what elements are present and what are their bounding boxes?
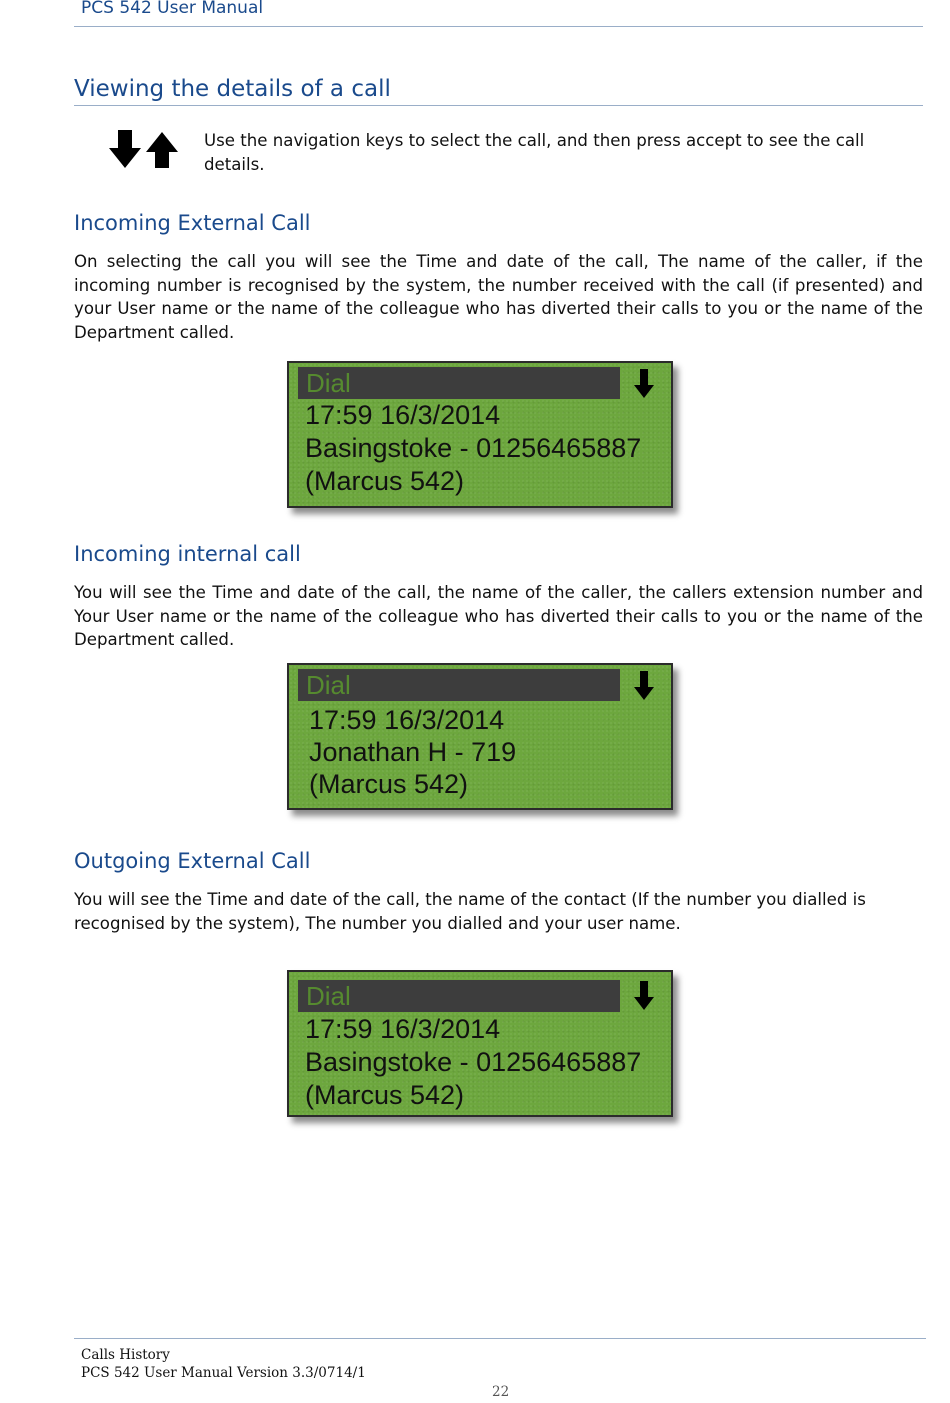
down-arrow-icon — [633, 981, 655, 1011]
display-user: (Marcus 542) — [309, 769, 469, 799]
display-menu-bar — [298, 980, 620, 1012]
down-up-arrows-icon — [108, 130, 182, 170]
display-menu-label: Dial — [306, 981, 351, 1011]
display-menu-label: Dial — [306, 368, 351, 398]
nav-instruction: Use the navigation keys to select the call, and then press accept to see the call details. — [204, 131, 865, 174]
display-datetime: 17:59 16/3/2014 — [309, 705, 505, 735]
phone-display-incoming-external — [287, 361, 673, 508]
footer-rule — [74, 1338, 926, 1339]
footer-version: PCS 542 User Manual Version 3.3/0714/1 — [81, 1365, 366, 1381]
display-datetime: 17:59 16/3/2014 — [305, 1014, 501, 1044]
footer-chapter: Calls History — [81, 1347, 170, 1363]
paragraph-outgoing-external: You will see the Time and date of the call, the name of the contact (If the number you dialled is recognised by the system), The number you dialled and your user name. — [74, 890, 866, 933]
heading-outgoing-external: Outgoing External Call — [74, 849, 311, 873]
display-menu-label: Dial — [306, 670, 351, 700]
down-arrow-icon — [633, 369, 655, 399]
display-caller: Basingstoke - 01256465887 — [305, 1047, 642, 1077]
display-caller: Basingstoke - 01256465887 — [305, 433, 642, 463]
display-user: (Marcus 542) — [305, 466, 465, 496]
display-user: (Marcus 542) — [305, 1080, 465, 1110]
down-arrow-icon — [633, 671, 655, 701]
phone-display-outgoing-external — [287, 970, 673, 1117]
phone-display-incoming-internal — [287, 663, 673, 810]
title-rule — [74, 105, 923, 106]
running-header: PCS 542 User Manual — [81, 0, 264, 18]
heading-incoming-external: Incoming External Call — [74, 211, 311, 235]
header-rule — [74, 26, 923, 27]
paragraph-incoming-external: On selecting the call you will see the Time and date of the call, The name of the caller, if the incoming number is recognised by the system, the number received with the call (if presented) and your User name or the name of the colleague who has diverted their calls to you or the name of the Department called. — [74, 252, 923, 342]
page-number: 22 — [492, 1384, 510, 1400]
heading-incoming-internal: Incoming internal call — [74, 542, 301, 566]
display-datetime: 17:59 16/3/2014 — [305, 400, 501, 430]
display-menu-bar — [298, 367, 620, 399]
display-caller: Jonathan H - 719 — [309, 737, 517, 767]
display-menu-bar — [298, 669, 620, 701]
paragraph-incoming-internal: You will see the Time and date of the call, the name of the caller, the callers extension number and Your User name or the name of the colleague who has diverted their calls to you or the name of the Department called. — [74, 583, 923, 649]
section-title: Viewing the details of a call — [74, 76, 391, 102]
